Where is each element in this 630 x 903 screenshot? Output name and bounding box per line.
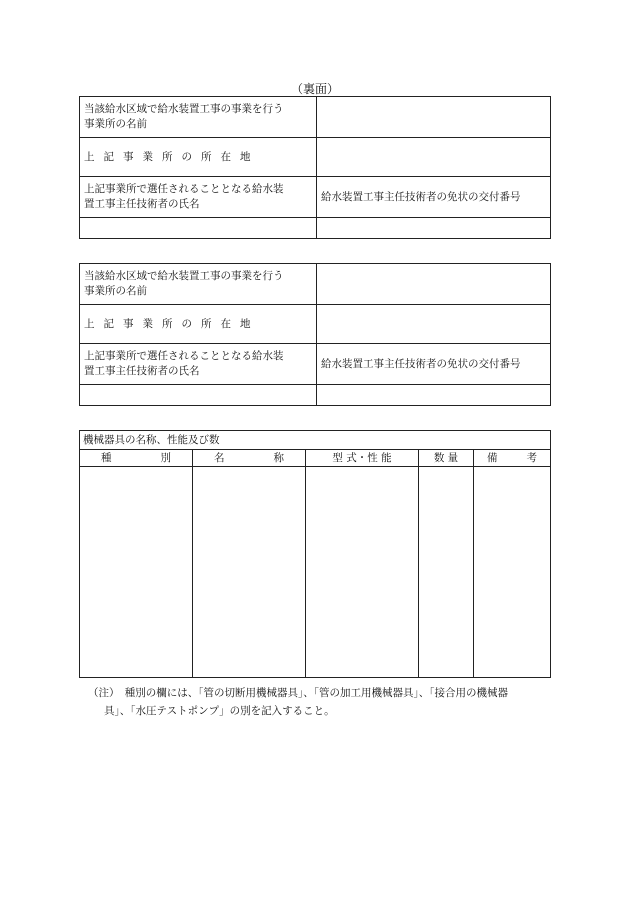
office-table-1 [79, 96, 551, 239]
col-header-remarks-a: 備 [487, 451, 498, 464]
office-address-label: 上記事業所の所在地 [80, 305, 317, 344]
col-header-type-b: 別 [160, 451, 171, 464]
col-header-name [193, 450, 306, 467]
chief-engineer-name-label [80, 344, 317, 385]
col-header-spec: 型 式・性 能 [306, 450, 419, 467]
equipment-table [79, 430, 551, 678]
col-header-remarks [474, 450, 551, 467]
office-table-2 [79, 263, 551, 406]
remarks-field[interactable] [474, 467, 551, 678]
license-number-label: 給水装置工事主任技術者の免状の交付番号 [317, 177, 551, 218]
col-header-type-a: 種 [101, 451, 112, 464]
office-address-field[interactable] [317, 305, 551, 344]
col-header-remarks-b: 考 [526, 451, 537, 464]
office-name-label-line2: 事業所の名前 [84, 118, 147, 130]
col-header-qty: 数 量 [419, 450, 474, 467]
chief-engineer-label-line1: 上記事業所で選任されることとなる給水装 [84, 183, 284, 195]
col-header-name-b: 称 [273, 451, 284, 464]
office-address-field[interactable] [317, 138, 551, 177]
footnote-line1: （注） 種別の欄には、「管の切断用機械器具」、「管の加工用機械器具」、「接合用の機械器 [88, 687, 508, 699]
chief-engineer-name-field[interactable] [80, 218, 317, 239]
footnote-line2: 具」、「水圧テストポンプ」の別を記入すること。 [104, 705, 335, 717]
office-name-label [80, 264, 317, 305]
license-number-field[interactable] [317, 385, 551, 406]
spec-field[interactable] [306, 467, 419, 678]
chief-engineer-name-label [80, 177, 317, 218]
office-name-label-line1: 当該給水区域で給水装置工事の事業を行う [84, 270, 284, 282]
equipment-table-title: 機械器具の名称、性能及び数 [80, 431, 551, 450]
license-number-label: 給水装置工事主任技術者の免状の交付番号 [317, 344, 551, 385]
chief-engineer-label-line2: 置工事主任技術者の氏名 [84, 198, 200, 210]
office-name-label-line2: 事業所の名前 [84, 285, 147, 297]
office-address-label: 上記事業所の所在地 [80, 138, 317, 177]
name-field[interactable] [193, 467, 306, 678]
office-name-label [80, 97, 317, 138]
col-header-name-a: 名 [214, 451, 225, 464]
license-number-field[interactable] [317, 218, 551, 239]
office-name-field[interactable] [317, 264, 551, 305]
chief-engineer-label-line1: 上記事業所で選任されることとなる給水装 [84, 350, 284, 362]
chief-engineer-label-line2: 置工事主任技術者の氏名 [84, 365, 200, 377]
office-name-field[interactable] [317, 97, 551, 138]
qty-field[interactable] [419, 467, 474, 678]
page-title: （裏面） [290, 82, 339, 96]
type-field[interactable] [80, 467, 193, 678]
office-name-label-line1: 当該給水区域で給水装置工事の事業を行う [84, 103, 284, 115]
footnote [88, 684, 558, 720]
col-header-type [80, 450, 193, 467]
chief-engineer-name-field[interactable] [80, 385, 317, 406]
